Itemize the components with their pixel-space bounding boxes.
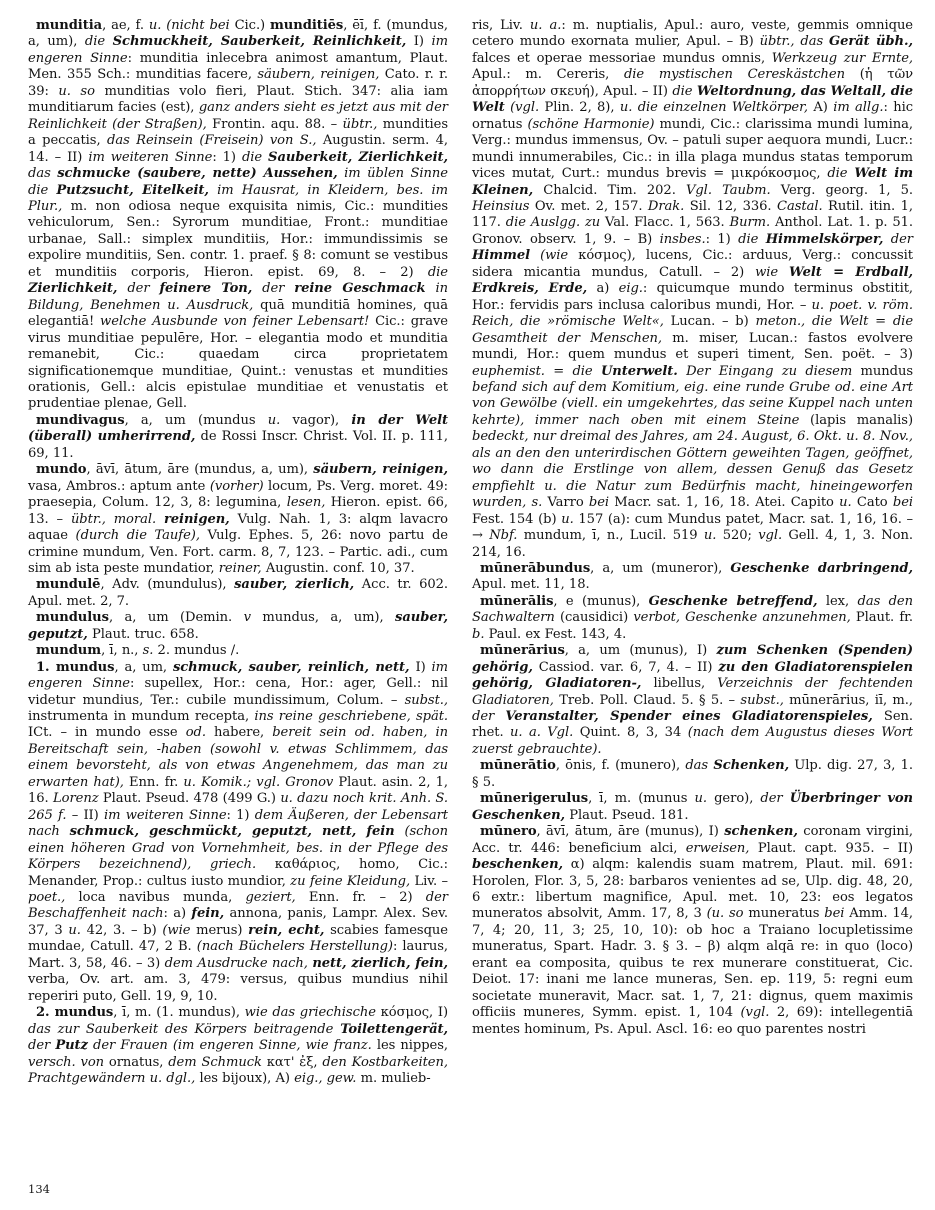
dictionary-entry-munero: mūnero, āvī, ātum, āre (munus), I) schenken, coronam virgini, Acc. tr. 446: beneficium alci, erweisen, Plaut. capt. 935. – II) beschenken, α) alqm: kalendis suam matrem, Plaut. mil. 691: Horolen, Flor. 3, 5, 28: barbaros venientes ad se, Ulp. dig. 48, 20, 6 extr.: libertum magnifice, Apul. met. 10, 23: eos legatos muneratos absolvit, Amm. 17, 8, 3 (u. so muneratus bei Amm. 14, 7, 4; 20, 11, 3; 25, 10, 10): ob hoc a Traiano locupletissime muneratus, Spart. Hadr. 3. § 3. – β) alqm alqā re: in quo (loco) erant ea composita, quibus te rex munerare constituerat, Cic. Deiot. 17: inani me lance muneras, Sen. ep. 119, 5: regni eum societate muneravit, Macr. sat. 1, 7, 21: dignus, quem maximis officiis muneres, Symm. epist. 1, 104 (vgl. 2, 69): intellegentiā mentes hominum, Ps. Apul. Ascl. 16: eo quo parentes nostri — [472, 824, 913, 1037]
dictionary-entry-munerabundus: mūnerābundus, a, um (muneror), Geschenke darbringend, Apul. met. 11, 18. — [472, 560, 913, 593]
page-columns — [28, 18, 914, 1150]
dictionary-entry-mundo: mundo, āvī, ātum, āre (mundus, a, um), säubern, reinigen, vasa, Ambros.: aptum ante (vorher) locum, Ps. Verg. moret. 49: praesepia, Colum. 12, 3, 8: legumina, lesen, Hieron. epist. 66, 13. – übtr., moral. reinigen, Vulg. Nah. 1, 3: alqm lavacro aquae (durch die Taufe), Vulg. Ephes. 5, 26: novo partu de crimine mundum, Ven. Fort. carm. 8, 7, 123. – Partic. adi., cum sim ab ista peste mundatior, reiner, Augustin. conf. 10, 37. — [28, 462, 449, 576]
dictionary-entry-munerigerulus: mūnerigerulus, ī, m. (munus u. gero), der Überbringer von Geschenken, Plaut. Pseud. 181. — [472, 791, 913, 823]
dictionary-entry-munditia: munditia, ae, f. u. (nicht bei Cic.) munditiēs, ēī, f. (mundus, a, um), die Schmuckheit, Sauberkeit, Reinlichkeit, I) im engeren Sinne: munditia inlecebra animost amantum, Plaut. Men. 355 Sch.: munditias facere, säubern, reinigen, Cato. r. r. 39: u. so munditias volo fieri, Plaut. Stich. 347: alia iam munditiarum facies (est), ganz anders sieht es jetzt aus mit der Reinlichkeit (der Straßen), Frontin. aqu. 88. – übtr., mundities a peccatis, das Reinsein (Freisein) von S., Augustin. serm. 4, 14. – II) im weiteren Sinne: 1) die Sauberkeit, Zierlichkeit, das schmucke (saubere, nette) Aussehen, im üblen Sinne die Putzsucht, Eitelkeit, im Hausrat, in Kleidern, bes. im Plur., m. non odiosa neque exquisita nimis, Cic.: mundities vehiculorum, Sen.: Syrorum munditiae, Front.: munditiae urbanae, Sall.: simplex munditiis, Hor.: immundissimis se expolire munditiis, Sen. contr. 1. praef. § 8: comunt se vestibus et munditiis corporis, Hieron. epist. 69, 8. – 2) die Zierlichkeit, der feinere Ton, der reine Geschmack in Bildung, Benehmen u. Ausdruck, quā munditiā homines, quā elegantiā! welche Ausbunde von feiner Lebensart! Cic.: grave virus munditiae pepulēre, Hor. – elegantia modo et munditia remanebit, Cic.: quaedam circa proprietatem significationemque munditiae, Quint.: venustas et mundities orationis, Gell.: alcis epistulae munditiae et venustatis et prudentiae plenae, Gell. — [28, 18, 449, 412]
page-number: 134 — [28, 1182, 50, 1196]
dictionary-entry-mundum: mundum, ī, n., s. 2. mundus /. — [36, 643, 240, 659]
dictionary-entry-mundus-2-cont: ris, Liv. u. a.: m. nuptialis, Apul.: auro, veste, gemmis omnique cetero mundo exornata mulier, Apul. – B) übtr., das Gerät übh., falces et operae messoriae mundus omnis, Werkzeug zur Ernte, Apul.: m. Cereris, die mystischen Cereskästchen (ἡ τῶν ἀπορρήτων σκευή), Apul. – II) die Weltordnung, das Weltall, die Welt (vgl. Plin. 2, 8), u. die einzelnen Weltkörper, A) im allg.: hic ornatus (schöne Harmonie) mundi, Cic.: clarissima mundi lumina, Verg.: mundus immensus, Ov. – patuli super aequora mundi, Lucr.: mundi innumerabiles, Cic.: in illa plaga mundus statas temporum vices mutat, Curt.: mundus brevis = μικρόκοσμος, die Welt im Kleinen, Chalcid. Tim. 202. Vgl. Taubm. Verg. georg. 1, 5. Heinsius Ov. met. 2, 157. Drak. Sil. 12, 336. Castal. Rutil. itin. 1, 117. die Auslgg. zu Val. Flacc. 1, 563. Burm. Anthol. Lat. 1. p. 51. Gronov. observ. 1, 9. – B) insbes.: 1) die Himmelskörper, der Himmel (wie κόσμος), lucens, Cic.: arduus, Verg.: concussit sidera micantia mundus, Catull. – 2) wie Welt = Erdball, Erdkreis, Erde, a) eig.: quicumque mundo terminus obstitit, Hor.: fervidis pars inclusa caloribus mundi, Hor. – u. poet. v. röm. Reich, die »römische Welt«, Lucan. – b) meton., die Welt = die Gesamtheit der Menschen, m. miser, Lucan.: fastos evolvere mundi, Hor.: quem mundus et superi timent, Sen. poët. – 3) euphemist. = die Unterwelt. Der Eingang zu diesem mundus befand sich auf dem Komitium, eig. eine runde Grube od. eine Art von Gewölbe (viell. ein umgekehrtes, das seine Kuppel nach unten kehrte), immer nach oben mit einem Steine (lapis manalis) bedeckt, nur dreimal des Jahres, am 24. August, 6. Okt. u. 8. Nov., als an den den unterirdischen Göttern geweihten Tagen, geöffnet, wo dann die Erstlinge von allem, dessen Genuß das Gesetz empfiehlt u. die Natur zum Bedürfnis macht, hineingeworfen wurden, s. Varro bei Macr. sat. 1, 16, 18. Atei. Capito u. Cato bei Fest. 154 (b) u. 157 (a): cum Mundus patet, Macr. sat. 1, 16, 16. – → Nbf. mundum, ī, n., Lucil. 519 u. 520; vgl. Gell. 4, 1, 3. Non. 214, 16. — [472, 18, 914, 560]
dictionary-entry-mundivagus: mundivagus, a, um (mundus u. vagor), in der Welt (überall) umherirrend, de Rossi Inscr. Christ. Vol. II. p. 111, 69, 11. — [28, 412, 449, 461]
dictionary-entry-mundule: mundulē, Adv. (mundulus), sauber, zierlich, Acc. tr. 602. Apul. met. 2, 7. — [28, 577, 448, 609]
dictionary-entry-mundus-1: 1. mundus, a, um, schmuck, sauber, reinlich, nett, I) im engeren Sinne: supellex, Hor.: cena, Hor.: ager, Gell.: nil videtur mundius, Ter.: cubile mundissimum, Colum. – subst., instrumenta in mundum recepta, ins reine geschriebene, spät. ICt. – in mundo esse od. habere, bereit sein od. haben, in Bereitschaft sein, -haben (sowohl v. etwas Schlimmem, das einem bevorsteht, als von etwas Angenehmem, das man zu erwarten hat), Enn. fr. u. Komik.; vgl. Gronov Plaut. asin. 2, 1, 16. Lorenz Plaut. Pseud. 478 (499 G.) u. dazu noch krit. Anh. S. 265 f. – II) im weiteren Sinne: 1) dem Äußeren, der Lebensart nach schmuck, geschmückt, geputzt, nett, fein (schon einen höheren Grad von Vornehmheit, bes. in der Pflege des Körpers bezeichnend), griech. καθάριος, homo, Cic.: Menander, Prop.: cultus iusto mundior, zu feine Kleidung, Liv. – poet., loca navibus munda, geziert, Enn. fr. – 2) der Beschaffenheit nach: a) fein, annona, panis, Lampr. Alex. Sev. 37, 3 u. 42, 3. – b) (wie merus) rein, echt, scabies famesque mundae, Catull. 47, 2 B. (nach Büchelers Herstellung): laurus, Mart. 3, 58, 46. – 3) dem Ausdrucke nach, nett, zierlich, fein, verba, Ov. art. am. 3, 479: versus, quibus mundius nihil reperiri puto, Gell. 19, 9, 10. — [28, 659, 449, 1004]
dictionary-entry-muneralis: mūnerālis, e (munus), Geschenke betreffend, lex, das den Sachwaltern (causidici) verbot, Geschenke anzunehmen, Plaut. fr. b. Paul. ex Fest. 143, 4. — [472, 593, 913, 642]
dictionary-entry-mundulus: mundulus, a, um (Demin. v mundus, a, um), sauber, geputzt, Plaut. truc. 658. — [28, 610, 448, 642]
dictionary-entry-munerarius: mūnerārius, a, um (munus), I) zum Schenken (Spenden) gehörig, Cassiod. var. 6, 7, 4. – II) zu den Gladiatorenspielen gehörig, Gladiatoren-, libellus, Verzeichnis der fechtenden Gladiatoren, Treb. Poll. Claud. 5. § 5. – subst., mūnerārius, iī, m., der Veranstalter, Spender eines Gladiatorenspieles, Sen. rhet. u. a. Vgl. Quint. 8, 3, 34 (nach dem Augustus dieses Wort zuerst gebrauchte). — [472, 643, 914, 757]
right-text-column — [472, 18, 913, 1150]
dictionary-entry-mundus-2: 2. mundus, ī, m. (1. mundus), wie das griechische κόσμος, I) das zur Sauberkeit des Körpers beitragende Toilettengerät, der Putz der Frauen (im engeren Sinne, wie franz. les nippes, versch. von ornatus, dem Schmuck κατ' ἐξ, den Kostbarkeiten, Prachtgewändern u. dgl., les bijoux), A) eig., gew. m. mulieb- — [28, 1005, 448, 1086]
dictionary-entry-muneratio: mūnerātio, ōnis, f. (munero), das Schenken, Ulp. dig. 27, 3, 1. § 5. — [472, 758, 913, 790]
left-text-column — [28, 18, 448, 1150]
